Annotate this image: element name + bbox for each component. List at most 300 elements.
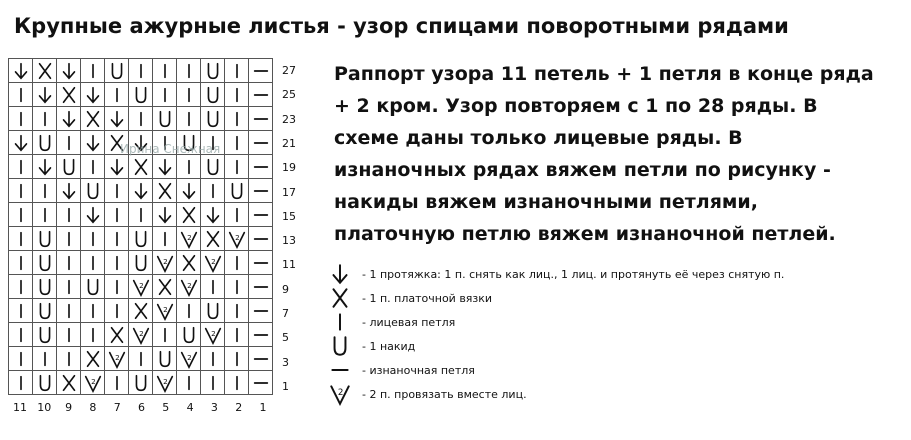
chart-row — [9, 203, 273, 227]
column-number: 3 — [210, 401, 218, 414]
yarn-over-icon — [35, 253, 55, 273]
k2tog-icon — [131, 325, 151, 345]
purl-stitch-icon — [251, 277, 271, 297]
chart-cell — [33, 275, 57, 299]
knit-stitch-icon — [11, 373, 31, 393]
chart-cell — [105, 83, 129, 107]
slip-pass-icon — [155, 205, 175, 225]
chart-cell — [177, 107, 201, 131]
row-number: 5 — [282, 331, 289, 345]
knit-stitch-icon — [107, 229, 127, 249]
legend-text: - лицевая петля — [362, 315, 456, 329]
chart-cell — [225, 299, 249, 323]
slip-pass-icon — [11, 61, 31, 81]
k2tog-icon — [83, 373, 103, 393]
knit-stitch-icon — [107, 277, 127, 297]
chart-cell — [201, 251, 225, 275]
chart-cell — [177, 323, 201, 347]
chart-cell — [81, 155, 105, 179]
yarn-over-icon — [35, 277, 55, 297]
chart-cell — [201, 59, 225, 83]
chart-cell — [153, 347, 177, 371]
svg-text:2: 2 — [186, 352, 192, 362]
crossed-stitch-icon — [131, 301, 151, 321]
chart-cell — [249, 251, 273, 275]
chart-cell — [249, 131, 273, 155]
slip-pass-icon — [59, 61, 79, 81]
column-number: 5 — [162, 401, 170, 414]
knit-stitch-icon — [227, 301, 247, 321]
chart-cell — [33, 131, 57, 155]
chart-cell — [177, 251, 201, 275]
chart-cell — [33, 371, 57, 395]
purl-stitch-icon — [328, 358, 356, 382]
chart-cell — [201, 299, 225, 323]
chart-cell — [9, 107, 33, 131]
chart-row — [9, 227, 273, 251]
k2tog-icon — [179, 229, 199, 249]
legend-item — [328, 334, 888, 358]
knit-stitch-icon — [11, 205, 31, 225]
chart-cell — [177, 347, 201, 371]
chart-cell — [81, 227, 105, 251]
chart-row — [9, 371, 273, 395]
knit-stitch-icon — [11, 85, 31, 105]
chart-cell — [129, 83, 153, 107]
k2tog-icon — [179, 277, 199, 297]
chart-cell — [153, 371, 177, 395]
knit-stitch-icon — [227, 157, 247, 177]
description-line: + 2 кром. Узор повторяем с 1 по 28 ряды. В — [334, 95, 818, 117]
knit-stitch-icon — [203, 373, 223, 393]
purl-stitch-icon — [251, 205, 271, 225]
chart-cell — [9, 227, 33, 251]
yarn-over-icon — [131, 85, 151, 105]
chart-cell — [153, 155, 177, 179]
chart-cell — [105, 323, 129, 347]
column-number: 1 — [259, 401, 267, 414]
chart-cell — [33, 155, 57, 179]
chart-cell — [57, 371, 81, 395]
knit-stitch-icon — [107, 85, 127, 105]
chart-cell — [153, 251, 177, 275]
yarn-over-icon — [227, 181, 247, 201]
chart-cell — [177, 179, 201, 203]
knit-stitch-icon — [227, 133, 247, 153]
chart-cell — [81, 179, 105, 203]
chart-cell — [81, 323, 105, 347]
chart-cell — [33, 107, 57, 131]
chart-cell — [81, 131, 105, 155]
purl-stitch-icon — [251, 157, 271, 177]
chart-cell — [81, 83, 105, 107]
chart-row — [9, 155, 273, 179]
knit-stitch-icon — [83, 301, 103, 321]
slip-pass-icon — [11, 133, 31, 153]
chart-cell — [105, 299, 129, 323]
knit-stitch-icon — [179, 85, 199, 105]
slip-pass-icon — [83, 133, 103, 153]
knit-stitch-icon — [83, 157, 103, 177]
chart-cell — [105, 107, 129, 131]
yarn-over-icon — [131, 373, 151, 393]
purl-stitch-icon — [251, 229, 271, 249]
knit-stitch-icon — [155, 85, 175, 105]
crossed-stitch-icon — [131, 157, 151, 177]
knit-stitch-icon — [107, 205, 127, 225]
chart-cell — [129, 299, 153, 323]
yarn-over-icon — [328, 334, 352, 358]
knit-stitch-icon — [107, 253, 127, 273]
chart-cell — [33, 347, 57, 371]
pattern-description — [334, 58, 894, 250]
knit-stitch-icon — [59, 277, 79, 297]
watermark: Ирина Снежная — [120, 142, 221, 156]
chart-cell — [225, 203, 249, 227]
chart-cell — [129, 347, 153, 371]
chart-cell — [57, 179, 81, 203]
chart-cell — [9, 155, 33, 179]
knit-stitch-icon — [179, 373, 199, 393]
purl-stitch-icon — [251, 373, 271, 393]
chart-cell — [33, 251, 57, 275]
knit-stitch-icon — [83, 325, 103, 345]
chart-cell — [249, 155, 273, 179]
chart-cell — [9, 299, 33, 323]
chart-cell — [9, 347, 33, 371]
chart-cell — [249, 323, 273, 347]
yarn-over-icon — [83, 181, 103, 201]
row-number: 1 — [282, 379, 289, 393]
slip-pass-icon — [107, 157, 127, 177]
chart-cell — [249, 347, 273, 371]
knit-stitch-icon — [227, 277, 247, 297]
slip-pass-icon — [155, 157, 175, 177]
yarn-over-icon — [35, 373, 55, 393]
chart-cell — [105, 371, 129, 395]
chart-cell — [153, 203, 177, 227]
chart-cell — [225, 155, 249, 179]
chart-cell — [225, 227, 249, 251]
slip-pass-icon — [203, 205, 223, 225]
legend-text: - 1 протяжка: 1 п. снять как лиц., 1 лиц. и протянуть её через снятую п. — [362, 267, 785, 281]
crossed-stitch-icon — [179, 253, 199, 273]
description-line: платочную петлю вяжем изнаночной петлей. — [334, 223, 836, 245]
knit-stitch-icon — [11, 181, 31, 201]
chart-cell — [201, 227, 225, 251]
knit-stitch-icon — [227, 109, 247, 129]
chart-cell — [153, 83, 177, 107]
chart-cell — [153, 227, 177, 251]
knit-stitch-icon — [227, 205, 247, 225]
yarn-over-icon — [131, 229, 151, 249]
svg-text:2: 2 — [234, 232, 240, 242]
yarn-over-icon — [203, 61, 223, 81]
yarn-over-icon — [179, 325, 199, 345]
purl-stitch-icon — [251, 85, 271, 105]
knit-stitch-icon — [179, 109, 199, 129]
chart-cell — [249, 107, 273, 131]
slip-pass-icon — [35, 157, 55, 177]
row-number: 9 — [282, 282, 289, 296]
purl-stitch-icon — [251, 181, 271, 201]
chart-row — [9, 323, 273, 347]
chart-cell — [57, 299, 81, 323]
chart-cell — [249, 275, 273, 299]
yarn-over-icon — [59, 157, 79, 177]
knit-stitch-icon — [227, 85, 247, 105]
svg-text:2: 2 — [210, 328, 216, 338]
svg-text:2: 2 — [162, 304, 168, 314]
knit-stitch-icon — [203, 181, 223, 201]
yarn-over-icon — [35, 133, 55, 153]
chart-cell — [177, 299, 201, 323]
svg-text:2: 2 — [186, 280, 192, 290]
purl-stitch-icon — [251, 325, 271, 345]
yarn-over-icon — [203, 301, 223, 321]
chart-cell — [57, 131, 81, 155]
slip-pass-icon — [328, 262, 352, 286]
chart-cell — [225, 83, 249, 107]
purl-stitch-icon — [251, 253, 271, 273]
chart-cell — [201, 179, 225, 203]
chart-cell — [105, 203, 129, 227]
chart-cell — [33, 59, 57, 83]
chart-cell — [129, 107, 153, 131]
slip-pass-icon — [107, 109, 127, 129]
column-number: 4 — [186, 401, 194, 414]
knit-stitch-icon — [83, 61, 103, 81]
knit-stitch-icon — [203, 277, 223, 297]
chart-cell — [129, 59, 153, 83]
knit-stitch-icon — [59, 133, 79, 153]
knit-stitch-icon — [328, 310, 352, 334]
legend-item — [328, 262, 888, 286]
chart-cell — [9, 131, 33, 155]
chart-row — [9, 83, 273, 107]
chart-cell — [105, 59, 129, 83]
description-line: изнаночных рядах вяжем петли по рисунку - — [334, 159, 831, 181]
k2tog-icon — [155, 253, 175, 273]
yarn-over-icon — [203, 157, 223, 177]
crossed-stitch-icon — [155, 277, 175, 297]
chart-cell — [177, 371, 201, 395]
legend-item — [328, 310, 888, 334]
chart-cell — [129, 179, 153, 203]
chart-cell — [81, 347, 105, 371]
knit-stitch-icon — [83, 253, 103, 273]
chart-cell — [129, 371, 153, 395]
chart-cell — [81, 251, 105, 275]
row-number: 7 — [282, 307, 289, 320]
chart-cell — [177, 155, 201, 179]
svg-text:2: 2 — [210, 256, 216, 266]
chart-cell — [249, 59, 273, 83]
knit-stitch-icon — [11, 157, 31, 177]
chart-cell — [225, 323, 249, 347]
column-number: 6 — [138, 401, 145, 414]
column-number: 10 — [37, 401, 52, 414]
chart-cell — [57, 155, 81, 179]
chart-cell — [129, 323, 153, 347]
chart-cell — [129, 227, 153, 251]
k2tog-icon — [328, 382, 352, 406]
chart-cell — [153, 275, 177, 299]
chart-cell — [177, 83, 201, 107]
k2tog-icon — [328, 382, 356, 406]
yarn-over-icon — [83, 277, 103, 297]
chart-row — [9, 59, 273, 83]
chart-cell — [129, 155, 153, 179]
chart-row — [9, 107, 273, 131]
legend-text: - 1 накид — [362, 339, 416, 353]
crossed-stitch-icon — [179, 205, 199, 225]
knit-stitch-icon — [35, 349, 55, 369]
chart-row — [9, 275, 273, 299]
yarn-over-icon — [35, 325, 55, 345]
chart-cell — [33, 83, 57, 107]
yarn-over-icon — [35, 301, 55, 321]
chart-cell — [33, 203, 57, 227]
chart-cell — [249, 227, 273, 251]
knit-stitch-icon — [227, 61, 247, 81]
chart-cell — [249, 203, 273, 227]
yarn-over-icon — [35, 229, 55, 249]
chart-cell — [201, 83, 225, 107]
knit-stitch-icon — [59, 301, 79, 321]
chart-cell — [9, 323, 33, 347]
knit-stitch-icon — [59, 205, 79, 225]
chart-row — [9, 299, 273, 323]
chart-cell — [177, 203, 201, 227]
chart-cell — [105, 227, 129, 251]
yarn-over-icon — [203, 109, 223, 129]
chart-cell — [201, 323, 225, 347]
knit-stitch-icon — [11, 253, 31, 273]
chart-cell — [33, 323, 57, 347]
chart-cell — [33, 227, 57, 251]
crossed-stitch-icon — [203, 229, 223, 249]
knit-stitch-icon — [35, 205, 55, 225]
k2tog-icon — [203, 253, 223, 273]
chart-cell — [57, 275, 81, 299]
chart-cell — [225, 131, 249, 155]
chart-cell — [105, 179, 129, 203]
chart-cell — [33, 299, 57, 323]
row-number: 21 — [282, 136, 296, 150]
chart-cell — [201, 347, 225, 371]
chart-cell — [153, 179, 177, 203]
column-number: 9 — [65, 401, 73, 414]
chart-cell — [225, 107, 249, 131]
legend-text: - изнаночная петля — [362, 363, 475, 377]
row-number: 11 — [282, 258, 296, 272]
chart-cell — [225, 251, 249, 275]
knit-stitch-icon — [227, 349, 247, 369]
chart-cell — [81, 275, 105, 299]
crossed-stitch-icon — [107, 325, 127, 345]
chart-cell — [105, 251, 129, 275]
chart-cell — [249, 83, 273, 107]
knit-stitch-icon — [203, 349, 223, 369]
knit-stitch-icon — [227, 253, 247, 273]
chart-cell — [201, 275, 225, 299]
chart-cell — [81, 203, 105, 227]
svg-text:2: 2 — [138, 328, 144, 338]
knit-stitch-icon — [107, 301, 127, 321]
column-number: 11 — [13, 401, 27, 414]
row-number: 23 — [282, 112, 296, 126]
chart-cell — [9, 179, 33, 203]
chart-cell — [81, 299, 105, 323]
legend-text: - 2 п. провязать вместе лиц. — [362, 387, 527, 401]
chart-cell — [81, 371, 105, 395]
legend-item — [328, 358, 888, 382]
knit-stitch-icon — [227, 373, 247, 393]
yarn-over-icon — [107, 61, 127, 81]
svg-text:2: 2 — [114, 352, 120, 362]
chart-cell — [201, 203, 225, 227]
yarn-over-icon — [203, 85, 223, 105]
k2tog-icon — [131, 277, 151, 297]
k2tog-icon — [155, 301, 175, 321]
row-number: 13 — [282, 234, 296, 248]
purl-stitch-icon — [251, 301, 271, 321]
k2tog-icon — [227, 229, 247, 249]
row-number: 19 — [282, 161, 296, 175]
slip-pass-icon — [131, 181, 151, 201]
chart-cell — [9, 203, 33, 227]
chart-cell — [57, 227, 81, 251]
slip-pass-icon — [59, 109, 79, 129]
knit-stitch-icon — [11, 109, 31, 129]
k2tog-icon — [203, 325, 223, 345]
chart-cell — [57, 107, 81, 131]
knit-stitch-icon — [328, 310, 356, 334]
chart-cell — [201, 107, 225, 131]
yarn-over-icon — [328, 334, 356, 358]
chart-cell — [81, 59, 105, 83]
chart-cell — [57, 203, 81, 227]
knit-stitch-icon — [59, 349, 79, 369]
knit-stitch-icon — [131, 205, 151, 225]
chart-cell — [201, 371, 225, 395]
knit-stitch-icon — [131, 109, 151, 129]
knit-stitch-icon — [59, 325, 79, 345]
purl-stitch-icon — [328, 358, 352, 382]
purl-stitch-icon — [251, 61, 271, 81]
yarn-over-icon — [155, 109, 175, 129]
row-number: 25 — [282, 88, 296, 102]
knit-stitch-icon — [131, 61, 151, 81]
chart-row — [9, 251, 273, 275]
chart-cell — [57, 83, 81, 107]
knit-stitch-icon — [35, 181, 55, 201]
purl-stitch-icon — [251, 109, 271, 129]
column-number: 2 — [235, 401, 243, 414]
chart-cell — [249, 299, 273, 323]
slip-pass-icon — [35, 85, 55, 105]
yarn-over-icon — [131, 253, 151, 273]
knit-stitch-icon — [227, 325, 247, 345]
chart-cell — [57, 323, 81, 347]
chart-cell — [225, 371, 249, 395]
knit-stitch-icon — [179, 157, 199, 177]
knit-stitch-icon — [83, 229, 103, 249]
crossed-stitch-icon — [83, 349, 103, 369]
svg-text:2: 2 — [138, 280, 144, 290]
row-number: 3 — [282, 355, 289, 369]
